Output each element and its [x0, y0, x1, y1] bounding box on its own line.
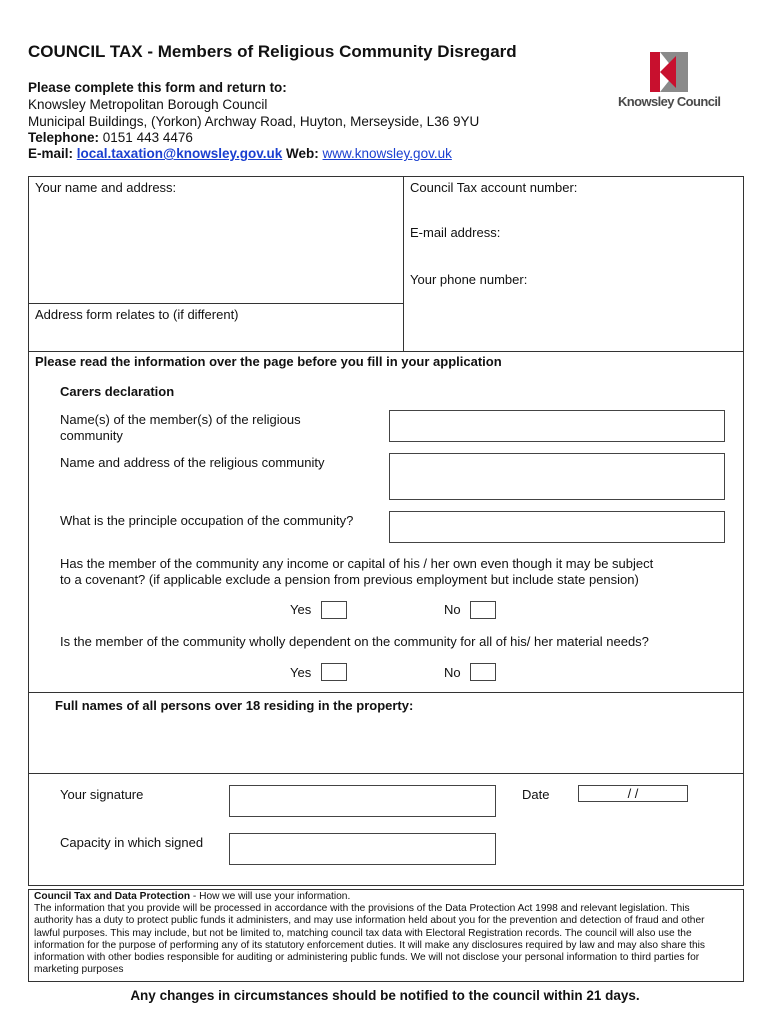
occupation-input[interactable] [389, 511, 725, 543]
return-heading: Please complete this form and return to: [28, 80, 287, 95]
telephone-number: 0151 443 4476 [102, 130, 193, 145]
page-title: COUNCIL TAX - Members of Religious Community Disregard [28, 42, 517, 61]
details-bottom-line [28, 351, 744, 352]
phone-number-label: Your phone number: [410, 272, 528, 287]
logo-text: Knowsley Council [618, 94, 721, 109]
income-question-1: Has the member of the community any income or capital of his / her own even though it may be subject [60, 556, 654, 571]
address-relates-label: Address form relates to (if different) [35, 307, 239, 322]
member-names-input[interactable] [389, 410, 725, 442]
income-no-label: No [444, 602, 461, 617]
council-name: Knowsley Metropolitan Borough Council [28, 97, 268, 112]
account-number-label: Council Tax account number: [410, 180, 578, 195]
name-address-label: Your name and address: [35, 180, 177, 195]
income-question-2: to a covenant? (if applicable exclude a pension from previous employment but include state pension) [60, 572, 639, 587]
income-no-checkbox[interactable] [470, 601, 496, 619]
persons-top-line [28, 692, 744, 693]
dependent-no-checkbox[interactable] [470, 663, 496, 681]
signature-label: Your signature [60, 787, 144, 802]
dependent-no-label: No [444, 665, 461, 680]
address-divider [28, 303, 403, 304]
dependent-question: Is the member of the community wholly dependent on the community for all of his/ her material needs? [60, 634, 649, 649]
community-name-input[interactable] [389, 453, 725, 500]
council-address: Municipal Buildings, (Yorkon) Archway Road, Huyton, Merseyside, L36 9YU [28, 114, 480, 129]
member-names-label-1: Name(s) of the member(s) of the religious [60, 412, 301, 427]
data-protection-body: The information that you provide will be processed in accordance with the provisions of the Data Protection Act 1998 and relevant legislation. This authority has a duty to protect public funds it administers, and may use information held about you for the prevention and detection of fraud and other lawful purposes. This may include, but not be limited to, matching council tax data with Electoral Registration records. The council will also use the information for the purpose of performing any of its statutory enforcement duties. It will make any disclosures required by law and may also share this information with other bodies responsible for auditing or administering public funds. We will not disclose your personal information to third parties for marketing purposes [34, 903, 705, 976]
email-link[interactable]: local.taxation@knowsley.gov.uk [76, 146, 283, 161]
logo-mark-icon [618, 50, 728, 94]
carers-heading: Carers declaration [60, 384, 175, 399]
web-link[interactable]: www.knowsley.gov.uk [322, 146, 452, 161]
dependent-yes-label: Yes [290, 665, 312, 680]
persons-bottom-line [28, 773, 744, 774]
email-label: E-mail: [28, 146, 74, 161]
capacity-input[interactable] [229, 833, 496, 865]
dependent-yes-checkbox[interactable] [321, 663, 347, 681]
data-protection-heading: Council Tax and Data Protection [34, 891, 191, 902]
data-protection-text [34, 891, 724, 976]
contact-line [28, 146, 452, 162]
signature-input[interactable] [229, 785, 496, 817]
telephone-line [28, 130, 193, 146]
knowsley-logo [618, 50, 728, 112]
income-yes-label: Yes [290, 602, 312, 617]
persons-heading: Full names of all persons over 18 residing in the property: [55, 698, 414, 713]
data-protection-subheading: - How we will use your information. [190, 891, 351, 902]
member-names-label-2: community [60, 428, 123, 443]
community-name-label: Name and address of the religious community [60, 455, 325, 470]
date-input[interactable]: / / [578, 785, 688, 802]
telephone-label: Telephone: [28, 130, 100, 145]
footer-notice: Any changes in circumstances should be notified to the council within 21 days. [130, 988, 640, 1003]
date-label: Date [522, 787, 550, 802]
income-yes-checkbox[interactable] [321, 601, 347, 619]
email-address-label: E-mail address: [410, 225, 501, 240]
occupation-label: What is the principle occupation of the community? [60, 513, 354, 528]
capacity-label: Capacity in which signed [60, 835, 204, 850]
details-divider [403, 176, 404, 352]
read-info-heading: Please read the information over the page before you fill in your application [35, 354, 502, 369]
web-label: Web: [286, 146, 319, 161]
